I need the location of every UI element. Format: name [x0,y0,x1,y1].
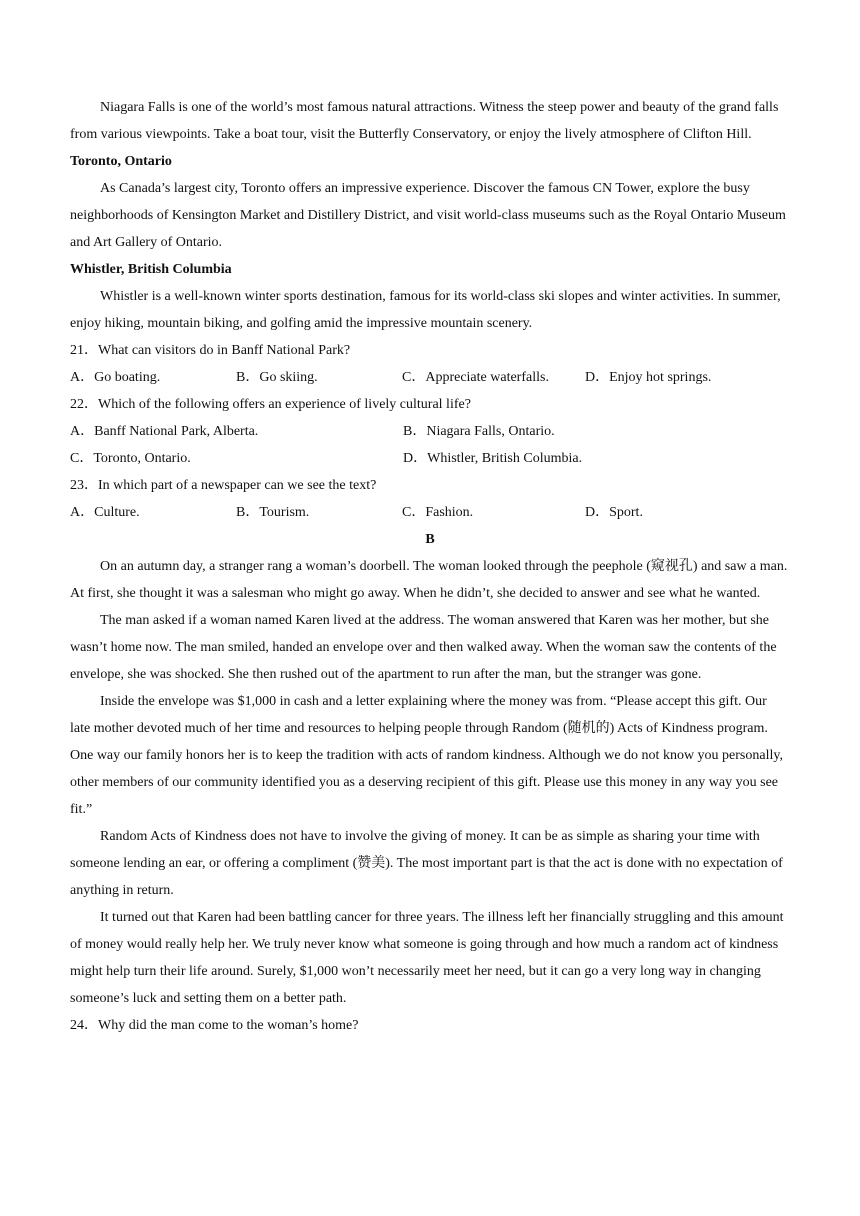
option-c: C．Fashion. [402,505,474,520]
question-21-stem: 21．What can visitors do in Banff National Park? [70,343,351,358]
option-d: D．Whistler, British Columbia. [403,451,583,466]
section-b-label: B [425,532,435,547]
passage-b-paragraph: On an autumn day, a stranger rang a woman’s doorbell. The woman looked through the peephole (窥视孔) and saw a man. At first, she thought it was a salesman who might go away. When he didn’t, she decided to answer and see what he wanted. [70,559,788,601]
option-d: D．Enjoy hot springs. [585,370,712,385]
passage-b-paragraph: Inside the envelope was $1,000 in cash and a letter explaining where the money was from. “Please accept this gift. Our late mother devoted much of her time and resources to helping people through Random (随机的) Acts of Kindness program. One way our family honors her is to keep the tradition with acts of random kindness. Although we do not know you personally, other members of our community identified you as a deserving recipient of this gift. Please use this money in any way you see fit.” [70,694,783,817]
toronto-paragraph: As Canada’s largest city, Toronto offers an impressive experience. Discover the famous CN Tower, explore the busy neighborhoods of Kensington Market and Distillery District, and visit world-class museums such as the Royal Ontario Museum and Art Gallery of Ontario. [70,181,786,250]
question-23-stem: 23．In which part of a newspaper can we see the text? [70,478,377,493]
niagara-paragraph: Niagara Falls is one of the world’s most famous natural attractions. Witness the steep power and beauty of the grand falls from various viewpoints. Take a boat tour, visit the Butterfly Conservatory, or enjoy the lively atmosphere of Clifton Hill. [70,100,779,142]
option-b: B．Niagara Falls, Ontario. [403,424,555,439]
document-page [70,94,790,1039]
option-a: A．Banff National Park, Alberta. [70,424,259,439]
question-21-options [70,364,790,391]
option-a: A．Culture. [70,505,140,520]
option-c: C．Appreciate waterfalls. [402,370,549,385]
toronto-heading: Toronto, Ontario [70,154,172,169]
question-22-stem: 22．Which of the following offers an experience of lively cultural life? [70,397,471,412]
option-a: A．Go boating. [70,370,161,385]
passage-b-paragraph: The man asked if a woman named Karen lived at the address. The woman answered that Karen was her mother, but she wasn’t home now. The man smiled, handed an envelope over and then walked away. When the woman saw the contents of the envelope, she was shocked. She then rushed out of the apartment to run after the man, but the stranger was gone. [70,613,777,682]
question-23-options [70,499,790,526]
option-b: B．Go skiing. [236,370,318,385]
option-b: B．Tourism. [236,505,310,520]
question-22-options [70,418,790,472]
option-c: C．Toronto, Ontario. [70,451,191,466]
whistler-paragraph: Whistler is a well-known winter sports destination, famous for its world-class ski slopes and winter activities. In summer, enjoy hiking, mountain biking, and golfing amid the impressive mountain scenery. [70,289,781,331]
passage-b-paragraph: Random Acts of Kindness does not have to involve the giving of money. It can be as simple as sharing your time with someone lending an ear, or offering a compliment (赞美). The most important part is that the act is done with no expectation of anything in return. [70,829,783,898]
passage-b-paragraph: It turned out that Karen had been battling cancer for three years. The illness left her financially struggling and this amount of money would really help her. We truly never know what someone is going through and how much a random act of kindness might help turn their life around. Surely, $1,000 won’t necessarily meet her need, but it can go a very long way in changing someone’s luck and setting them on a better path. [70,910,784,1006]
question-24-stem: 24．Why did the man come to the woman’s home? [70,1018,359,1033]
option-d: D．Sport. [585,505,643,520]
whistler-heading: Whistler, British Columbia [70,262,232,277]
